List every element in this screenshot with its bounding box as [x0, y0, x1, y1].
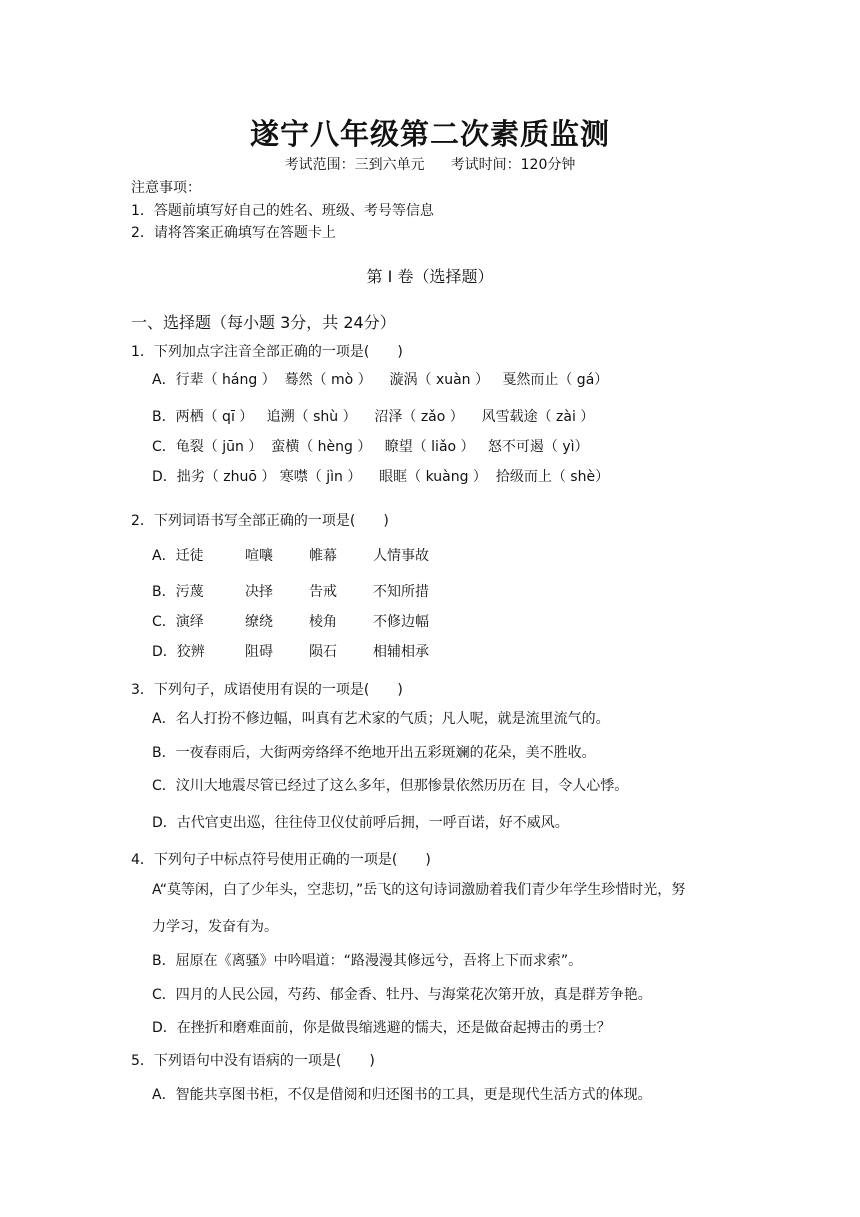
question-option: D．在挫折和磨难面前，你是做畏缩逃避的懦夫，还是做奋起搏击的勇士？ — [152, 1020, 611, 1036]
note-item: 1．答题前填写好自己的姓名、班级、考号等信息 — [131, 203, 434, 219]
section-title: 第 I 卷（选择题） — [366, 267, 494, 286]
question-option: C．龟裂（ jūn ） 蛮横（ hèng ） 瞭望（ liǎo ） 怒不可遏（ yì） — [152, 439, 589, 455]
word: 决择 — [245, 584, 273, 600]
word: D．狡辨 — [152, 644, 205, 660]
question-stem: 4．下列句子中标点符号使用正确的一项是( ) — [131, 852, 431, 868]
question-stem: 5．下列语句中没有语病的一项是( ) — [131, 1053, 375, 1069]
exam-info — [0, 154, 860, 174]
word: 陨石 — [309, 644, 337, 660]
word: 相辅相承 — [373, 644, 429, 660]
word: 人情事故 — [373, 548, 429, 564]
word: 缭绕 — [245, 614, 273, 630]
question-option: C．汶川大地震尽管已经过了这么多年，但那惨景依然历历在 目，令人心悸。 — [152, 778, 629, 794]
question-option: B．屈原在《离骚》中吟唱道：“路漫漫其修远兮，吾将上下而求索”。 — [152, 953, 583, 969]
word: 不知所措 — [373, 584, 429, 600]
question-option: B．一夜春雨后，大街两旁络绎不绝地开出五彩斑斓的花朵，美不胜收。 — [152, 745, 596, 761]
word: 不修边幅 — [373, 614, 429, 630]
question-option: A．智能共享图书柜，不仅是借阅和归还图书的工具，更是现代生活方式的体现。 — [152, 1087, 652, 1103]
question-option: B．两栖（ qī ） 追溯（ shù ） 沼泽（ zǎo ） 风雪载途（ zài ） — [152, 409, 595, 425]
word: B．污蔑 — [152, 584, 204, 600]
question-option: C．四月的人民公园，芍药、郁金香、牡丹、与海棠花次第开放，真是群芳争艳。 — [152, 987, 652, 1003]
exam-scope: 考试范围：三到六单元 — [284, 157, 425, 173]
question-option — [152, 545, 429, 565]
question-stem: 2．下列词语书写全部正确的一项是( ) — [131, 513, 389, 529]
question-option: A“莫等闲，白了少年头，空悲切，”岳飞的这句诗词激励着我们青少年学生珍惜时光，努 — [152, 882, 686, 898]
word: 帷幕 — [309, 548, 337, 564]
word: 告戒 — [309, 584, 337, 600]
question-option-continued: 力学习，发奋有为。 — [152, 919, 278, 935]
word: 棱角 — [309, 614, 337, 630]
question-option: A．名人打扮不修边幅，叫真有艺术家的气质；凡人呢，就是流里流气的。 — [152, 711, 610, 727]
question-option: A．行辈（ háng ） 蓦然（ mò ） 漩涡（ xuàn ） 戛然而止（ gá） — [152, 372, 609, 388]
question-stem: 3．下列句子，成语使用有误的一项是( ) — [131, 682, 403, 698]
question-option: D．拙劣（ zhuō ） 寒噤（ jìn ） 眼眶（ kuàng ） 拾级而上（ shè） — [152, 469, 610, 485]
notes-heading: 注意事项： — [131, 180, 201, 196]
part-heading: 一、选择题（每小题 3分，共 24分） — [131, 313, 396, 332]
exam-title: 遂宁八年级第二次素质监测 — [249, 117, 610, 151]
exam-time: 考试时间：120分钟 — [450, 157, 576, 173]
word: C．演绎 — [152, 614, 204, 630]
question-stem: 1．下列加点字注音全部正确的一项是( ) — [131, 344, 403, 360]
question-option: D．古代官吏出巡，往往侍卫仪仗前呼后拥，一呼百诺，好不威风。 — [152, 815, 569, 831]
word: 阻碍 — [245, 644, 273, 660]
question-option — [152, 611, 429, 631]
note-item: 2．请将答案正确填写在答题卡上 — [131, 225, 336, 241]
word: 喧嚷 — [245, 548, 273, 564]
question-option — [152, 641, 429, 661]
word: A．迁徒 — [152, 548, 204, 564]
question-option — [152, 581, 429, 601]
